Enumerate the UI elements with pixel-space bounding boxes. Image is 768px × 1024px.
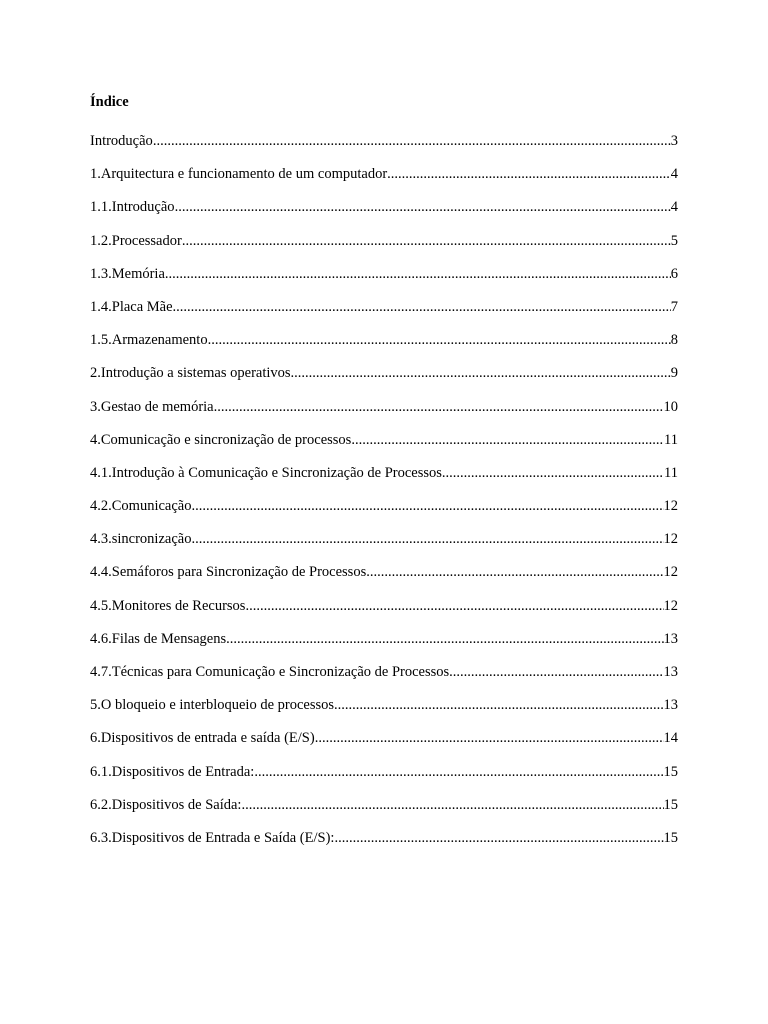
toc-dot-leader — [208, 332, 671, 349]
toc-entry-label: 4.4.Semáforos para Sincronização de Processos — [90, 564, 367, 581]
toc-dot-leader — [387, 166, 671, 183]
toc-entry-page: 9 — [670, 365, 678, 382]
toc-entry-page: 13 — [663, 664, 678, 680]
toc-entry-label: 6.Dispositivos de entrada e saída (E/S) — [90, 730, 315, 747]
toc-entry-label: 1.1.Introdução — [90, 199, 175, 216]
toc-entry-page: 4 — [670, 199, 678, 216]
toc-entry[interactable] — [90, 432, 678, 465]
toc-entry-page: 15 — [663, 796, 678, 813]
toc-dot-leader — [241, 797, 663, 814]
toc-entry[interactable] — [90, 697, 678, 730]
toc-entry-label: 4.6.Filas de Mensagens — [90, 630, 227, 647]
toc-dot-leader — [351, 432, 664, 449]
toc-dot-leader — [182, 233, 671, 250]
toc-entry-page: 11 — [664, 464, 678, 481]
toc-entry[interactable] — [90, 631, 678, 664]
toc-dot-leader — [191, 498, 663, 515]
toc-entry[interactable] — [90, 730, 678, 763]
toc-entry-page: 8 — [670, 332, 678, 349]
toc-entry[interactable] — [90, 233, 678, 266]
toc-entry-label: 5.O bloqueio e interbloqueio de processos — [90, 697, 335, 714]
toc-entry[interactable] — [90, 564, 678, 597]
toc-dot-leader — [366, 564, 663, 581]
toc-entry-page: 12 — [663, 564, 678, 581]
toc-dot-leader — [226, 631, 663, 648]
toc-entry[interactable] — [90, 299, 678, 332]
toc-entry-page: 14 — [663, 730, 678, 747]
toc-entry-page: 4 — [670, 166, 678, 183]
toc-entry-label: 6.2.Dispositivos de Saída: — [90, 796, 242, 813]
toc-entry-page: 12 — [663, 498, 678, 515]
toc-entry[interactable] — [90, 498, 678, 531]
toc-entry[interactable] — [90, 133, 678, 166]
toc-dot-leader — [315, 730, 664, 747]
toc-dot-leader — [175, 199, 671, 216]
toc-entry[interactable] — [90, 531, 678, 564]
toc-entry-page: 7 — [670, 298, 678, 315]
toc-entry-label: Introdução — [90, 133, 153, 149]
toc-entry[interactable] — [90, 465, 678, 498]
toc-entry-label: 1.3.Memória — [90, 265, 165, 282]
toc-entry-label: 6.3.Dispositivos de Entrada e Saída (E/S): — [90, 829, 335, 846]
toc-dot-leader — [153, 133, 671, 150]
toc-entry-page: 15 — [663, 763, 678, 780]
toc-entry-page: 13 — [663, 630, 678, 647]
toc-entry[interactable] — [90, 797, 678, 830]
toc-dot-leader — [254, 764, 663, 781]
toc-entry[interactable] — [90, 332, 678, 365]
toc-dot-leader — [245, 598, 663, 615]
toc-dot-leader — [442, 465, 664, 482]
table-of-contents — [90, 133, 678, 863]
toc-entry[interactable] — [90, 199, 678, 232]
toc-entry-label: 4.2.Comunicação — [90, 498, 192, 515]
toc-entry-page: 6 — [670, 265, 678, 282]
toc-entry-label: 4.7.Técnicas para Comunicação e Sincronização de Processos — [90, 664, 450, 680]
toc-entry-page: 12 — [663, 531, 678, 548]
toc-dot-leader — [449, 664, 663, 681]
toc-dot-leader — [173, 299, 671, 316]
toc-entry-label: 4.Comunicação e sincronização de processos — [90, 431, 352, 448]
toc-entry[interactable] — [90, 266, 678, 299]
toc-entry[interactable] — [90, 166, 678, 199]
toc-entry-label: 2.Introdução a sistemas operativos — [90, 365, 291, 382]
toc-entry-label: 4.1.Introdução à Comunicação e Sincronização de Processos — [90, 464, 442, 481]
toc-entry-label: 6.1.Dispositivos de Entrada: — [90, 763, 255, 780]
toc-dot-leader — [334, 830, 663, 847]
toc-dot-leader — [291, 365, 671, 382]
toc-dot-leader — [214, 399, 664, 416]
toc-entry-page: 15 — [663, 829, 678, 846]
toc-entry[interactable] — [90, 399, 678, 432]
toc-entry[interactable] — [90, 764, 678, 797]
toc-entry-page: 3 — [670, 133, 678, 149]
toc-entry-label: 1.5.Armazenamento — [90, 332, 208, 349]
toc-entry[interactable] — [90, 830, 678, 863]
toc-dot-leader — [165, 266, 671, 283]
toc-entry-label: 1.Arquitectura e funcionamento de um computador — [90, 166, 388, 183]
toc-entry-page: 10 — [663, 398, 678, 415]
toc-entry[interactable] — [90, 598, 678, 631]
toc-entry[interactable] — [90, 365, 678, 398]
toc-entry-page: 11 — [664, 431, 678, 448]
toc-title: Índice — [90, 94, 129, 110]
toc-dot-leader — [334, 697, 663, 714]
toc-entry-label: 4.3.sincronização — [90, 531, 192, 548]
toc-entry-page: 13 — [663, 697, 678, 714]
toc-entry-label: 1.4.Placa Mãe — [90, 298, 173, 315]
toc-entry-label: 4.5.Monitores de Recursos — [90, 597, 246, 614]
toc-entry[interactable] — [90, 664, 678, 697]
toc-entry-label: 3.Gestao de memória — [90, 398, 214, 415]
toc-entry-label: 1.2.Processador — [90, 232, 182, 249]
toc-entry-page: 5 — [670, 232, 678, 249]
toc-entry-page: 12 — [663, 597, 678, 614]
toc-dot-leader — [191, 531, 663, 548]
